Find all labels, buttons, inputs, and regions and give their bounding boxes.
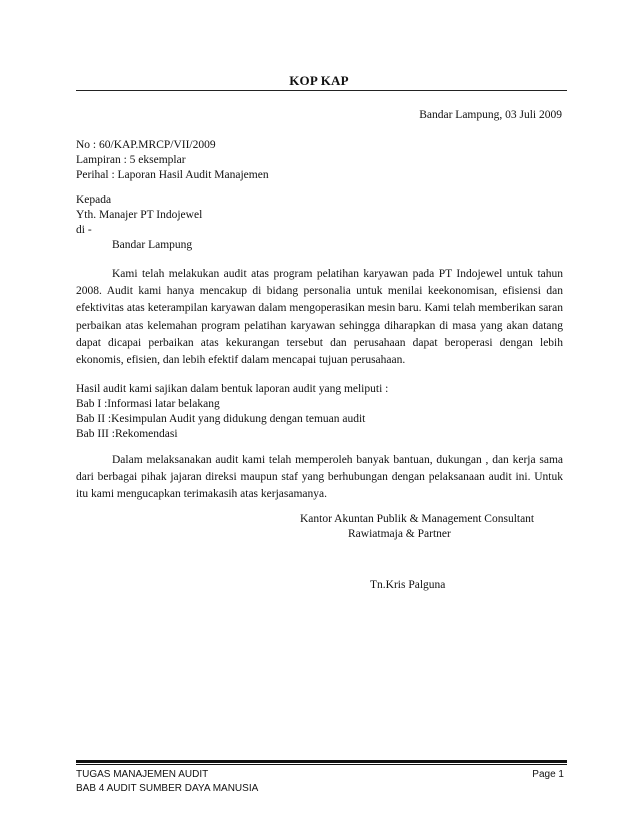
recipient-city: Bandar Lampung [112,239,193,251]
footer-page-number: Page 1 [532,769,564,780]
letter-subject: Perihal : Laporan Hasil Audit Manajemen [76,169,269,181]
firm-partner: Rawiatmaja & Partner [348,528,451,540]
recipient-name: Yth. Manajer PT Indojewel [76,209,203,221]
chapter-item: Bab II :Kesimpulan Audit yang didukung dengan temuan audit [76,413,366,425]
footer-course: TUGAS MANAJEMEN AUDIT [76,769,209,780]
place-date: Bandar Lampung, 03 Juli 2009 [419,109,562,121]
letter-attachment: Lampiran : 5 eksemplar [76,154,186,166]
footer-divider-thick [76,760,567,763]
footer-divider-thin [76,764,567,765]
body-paragraph-2: Dalam melaksanakan audit kami telah memperoleh banyak bantuan, dukungan , dan kerja sama dari berbagai pihak jajaran direksi maupun staf yang berhubungan dengan pelaksanaan audit ini. Untuk itu kami mengucapkan terimakasih atas kerjasamanya. [76,454,563,501]
chapter-item: Bab I :Informasi latar belakang [76,398,220,410]
body-paragraph-1: Kami telah melakukan audit atas program pelatihan karyawan pada PT Indojewel untuk tahun 2008. Audit kami hanya mencakup di bidang personalia untuk menilai keekonomisan, efisiensi dan efektivitas atas keterampilan karyawan dalam mengoperasikan mesin baru. Kami telah memberikan saran perbaikan atas kelemahan program pelatihan karyawan sehingga diharapkan di masa yang akan datang dapat dicapai perbaikan atas kekurangan tersebut dan perusahaan dapat beroperasi dengan lebih ekonomis, efisien, dan lebih efektif dalam mencapai tujuan perusahaan. [76,268,563,367]
letter-number: No : 60/KAP.MRCP/VII/2009 [76,139,216,151]
signer-name: Tn.Kris Palguna [370,579,446,591]
report-intro: Hasil audit kami sajikan dalam bentuk laporan audit yang meliputi : [76,383,389,395]
footer-chapter: BAB 4 AUDIT SUMBER DAYA MANUSIA [76,783,259,794]
letterhead-divider [76,90,567,91]
recipient-di: di - [76,224,92,236]
recipient-salutation: Kepada [76,194,112,206]
chapter-item: Bab III :Rekomendasi [76,428,178,440]
letterhead-title: KOP KAP [289,73,349,88]
firm-name: Kantor Akuntan Publik & Management Consultant [300,513,535,525]
